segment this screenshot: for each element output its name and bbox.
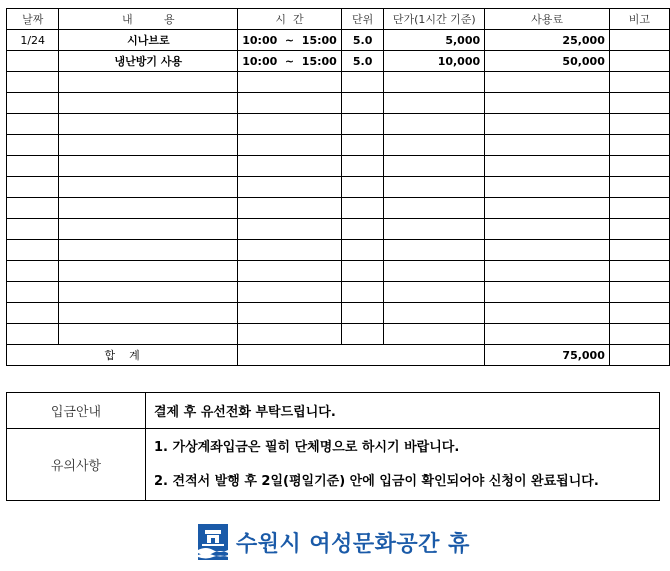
cell-date	[7, 135, 59, 156]
table-row	[7, 114, 670, 135]
cell-fee	[485, 177, 610, 198]
cell-unit-price	[384, 240, 485, 261]
cell-time	[238, 114, 342, 135]
cell-fee	[485, 324, 610, 345]
cell-date	[7, 303, 59, 324]
cell-time	[238, 303, 342, 324]
cell-fee	[485, 282, 610, 303]
fortress-gate-icon	[198, 524, 228, 560]
date-header: 날짜	[7, 9, 59, 30]
caution-line-1: 1. 가상계좌입금은 필히 단체명으로 하시기 바랍니다.	[154, 439, 460, 455]
cell-content	[59, 72, 238, 93]
cell-unit	[341, 135, 384, 156]
cell-fee	[485, 198, 610, 219]
cell-content	[59, 198, 238, 219]
table-row	[7, 135, 670, 156]
table-row	[7, 93, 670, 114]
cell-note	[609, 177, 669, 198]
cell-fee	[485, 72, 610, 93]
content-header: 내 용	[59, 9, 238, 30]
note-header: 비고	[609, 9, 669, 30]
caution-content	[146, 429, 660, 501]
unit-price-header: 단가(1시간 기준)	[384, 9, 485, 30]
cell-unit	[341, 324, 384, 345]
unit-header: 단위	[341, 9, 384, 30]
cell-unit	[341, 156, 384, 177]
total-label: 합 계	[7, 345, 238, 366]
header-row	[7, 9, 670, 30]
cell-unit: 5.0	[341, 30, 384, 51]
cell-unit-price	[384, 198, 485, 219]
total-value: 75,000	[485, 345, 610, 366]
cell-unit-price	[384, 303, 485, 324]
cell-fee	[485, 219, 610, 240]
fee-header: 사용료	[485, 9, 610, 30]
cell-note	[609, 282, 669, 303]
cell-unit	[341, 177, 384, 198]
cell-time	[238, 324, 342, 345]
cell-time: 10:00 ~ 15:00	[238, 51, 342, 72]
cell-unit-price	[384, 156, 485, 177]
table-row	[7, 72, 670, 93]
cell-time	[238, 198, 342, 219]
cell-unit	[341, 303, 384, 324]
table-row	[7, 303, 670, 324]
cell-content	[59, 135, 238, 156]
cell-content	[59, 261, 238, 282]
organization-logo	[198, 524, 470, 560]
cell-date: 1/24	[7, 30, 59, 51]
cell-content	[59, 219, 238, 240]
cell-content	[59, 93, 238, 114]
caution-label: 유의사항	[7, 429, 146, 501]
cell-date	[7, 261, 59, 282]
payment-text: 결제 후 유선전화 부탁드립니다.	[146, 393, 660, 429]
cell-time	[238, 177, 342, 198]
cell-note	[609, 114, 669, 135]
cell-unit-price	[384, 93, 485, 114]
cell-fee	[485, 303, 610, 324]
cell-time	[238, 135, 342, 156]
time-header: 시 간	[238, 9, 342, 30]
table-row	[7, 51, 670, 72]
cell-unit-price	[384, 282, 485, 303]
cell-fee	[485, 261, 610, 282]
cell-note	[609, 72, 669, 93]
cell-date	[7, 219, 59, 240]
cell-unit-price	[384, 114, 485, 135]
cell-unit	[341, 282, 384, 303]
cell-note	[609, 51, 669, 72]
cell-unit	[341, 114, 384, 135]
payment-label: 입금안내	[7, 393, 146, 429]
table-row	[7, 156, 670, 177]
cell-content: 냉난방기 사용	[59, 51, 238, 72]
total-blank	[238, 345, 485, 366]
organization-name: 수원시 여성문화공간 휴	[236, 531, 470, 557]
cell-unit-price: 5,000	[384, 30, 485, 51]
payment-row	[7, 393, 660, 429]
cell-note	[609, 303, 669, 324]
cell-date	[7, 156, 59, 177]
cell-unit	[341, 72, 384, 93]
table-row	[7, 177, 670, 198]
table-row	[7, 198, 670, 219]
caution-row	[7, 429, 660, 501]
table-row	[7, 240, 670, 261]
cell-unit-price	[384, 135, 485, 156]
cell-time	[238, 261, 342, 282]
cell-unit	[341, 219, 384, 240]
cell-unit-price: 10,000	[384, 51, 485, 72]
cell-time	[238, 93, 342, 114]
cell-date	[7, 177, 59, 198]
cell-note	[609, 156, 669, 177]
cell-date	[7, 93, 59, 114]
cell-content	[59, 177, 238, 198]
cell-time	[238, 72, 342, 93]
cell-date	[7, 51, 59, 72]
cell-note	[609, 219, 669, 240]
table-row	[7, 324, 670, 345]
cell-date	[7, 240, 59, 261]
cell-unit-price	[384, 219, 485, 240]
cell-note	[609, 198, 669, 219]
cell-content	[59, 156, 238, 177]
cell-note	[609, 135, 669, 156]
cell-unit-price	[384, 324, 485, 345]
cell-fee	[485, 114, 610, 135]
cell-time	[238, 282, 342, 303]
cell-note	[609, 324, 669, 345]
notice-table	[6, 392, 660, 501]
cell-unit-price	[384, 261, 485, 282]
cell-unit	[341, 198, 384, 219]
cell-note	[609, 93, 669, 114]
cell-content	[59, 240, 238, 261]
cell-fee	[485, 156, 610, 177]
cell-fee	[485, 135, 610, 156]
cell-unit-price	[384, 177, 485, 198]
cell-date	[7, 198, 59, 219]
cell-content: 시나브로	[59, 30, 238, 51]
total-row	[7, 345, 670, 366]
cell-date	[7, 282, 59, 303]
cell-time	[238, 240, 342, 261]
cell-date	[7, 114, 59, 135]
cell-time	[238, 156, 342, 177]
cell-content	[59, 114, 238, 135]
cell-content	[59, 324, 238, 345]
cell-unit	[341, 261, 384, 282]
cell-note	[609, 30, 669, 51]
cell-time	[238, 219, 342, 240]
table-row	[7, 30, 670, 51]
table-body	[7, 30, 670, 345]
cell-note	[609, 240, 669, 261]
cell-content	[59, 282, 238, 303]
cell-fee	[485, 240, 610, 261]
cell-unit-price	[384, 72, 485, 93]
total-note	[609, 345, 669, 366]
cell-fee: 50,000	[485, 51, 610, 72]
cell-fee	[485, 93, 610, 114]
usage-fee-table	[6, 8, 670, 366]
cell-date	[7, 72, 59, 93]
cell-date	[7, 324, 59, 345]
caution-line-2: 2. 견적서 발행 후 2일(평일기준) 안에 입금이 확인되어야 신청이 완료됩니다.	[154, 473, 599, 489]
cell-unit	[341, 93, 384, 114]
table-row	[7, 219, 670, 240]
table-row	[7, 261, 670, 282]
cell-unit	[341, 240, 384, 261]
cell-content	[59, 303, 238, 324]
cell-time: 10:00 ~ 15:00	[238, 30, 342, 51]
table-row	[7, 282, 670, 303]
cell-fee: 25,000	[485, 30, 610, 51]
cell-note	[609, 261, 669, 282]
cell-unit: 5.0	[341, 51, 384, 72]
